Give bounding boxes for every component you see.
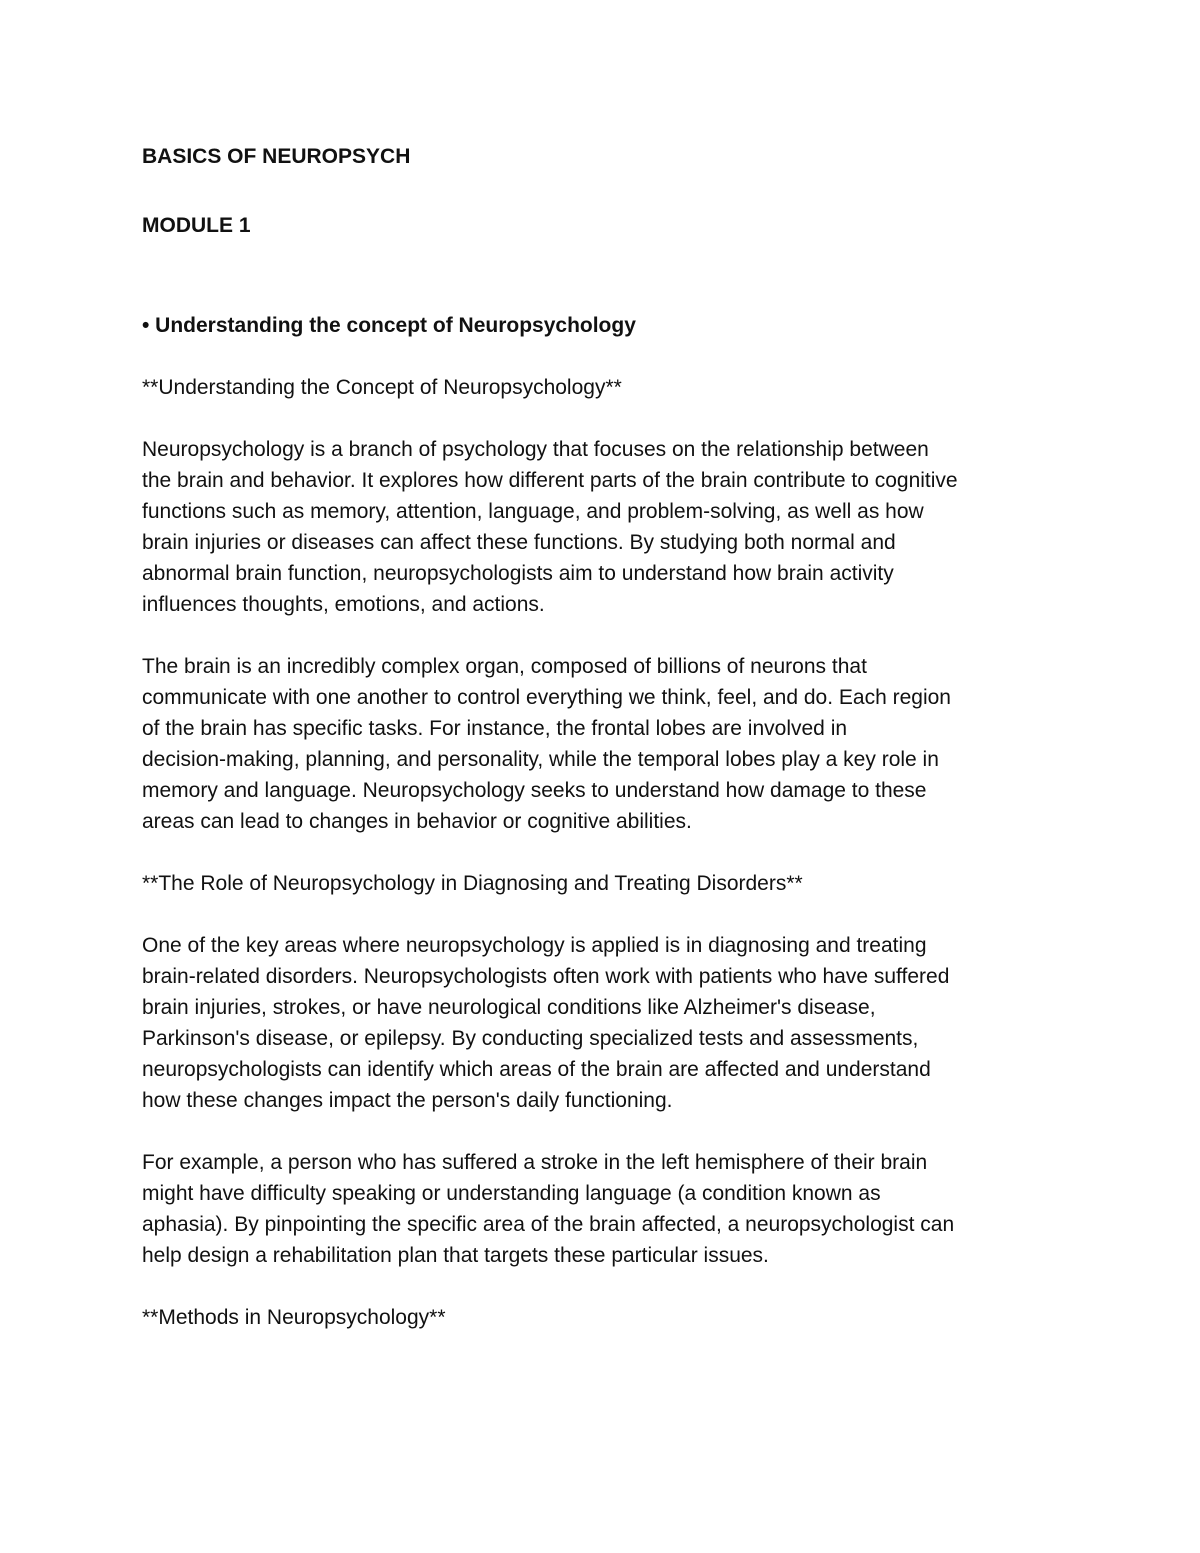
module-title: MODULE 1 [142, 214, 251, 237]
text-line: brain injuries, strokes, or have neurological conditions like Alzheimer's disease, [142, 996, 876, 1019]
text-line: the brain and behavior. It explores how different parts of the brain contribute to cognitive [142, 469, 958, 492]
text-line: influences thoughts, emotions, and actions. [142, 593, 545, 616]
text-line: areas can lead to changes in behavior or cognitive abilities. [142, 810, 692, 833]
paragraph-intro [142, 434, 1072, 620]
text-line: Neuropsychology is a branch of psychology that focuses on the relationship between [142, 438, 929, 461]
paragraph-example [142, 1147, 1072, 1271]
bullet-heading: • Understanding the concept of Neuropsychology [142, 314, 636, 337]
section-heading-role [142, 868, 1072, 899]
text-line: how these changes impact the person's daily functioning. [142, 1089, 673, 1112]
text-line: **Methods in Neuropsychology** [142, 1306, 446, 1329]
text-line: brain injuries or diseases can affect these functions. By studying both normal and [142, 531, 896, 554]
text-line: functions such as memory, attention, language, and problem-solving, as well as how [142, 500, 924, 523]
text-line: abnormal brain function, neuropsychologists aim to understand how brain activity [142, 562, 894, 585]
text-line: The brain is an incredibly complex organ, composed of billions of neurons that [142, 655, 867, 678]
paragraph-brain-complex [142, 651, 1072, 837]
text-line: **Understanding the Concept of Neuropsychology** [142, 376, 622, 399]
text-line: **The Role of Neuropsychology in Diagnosing and Treating Disorders** [142, 872, 803, 895]
paragraph-diagnosing [142, 930, 1072, 1116]
text-line: help design a rehabilitation plan that targets these particular issues. [142, 1244, 769, 1267]
text-line: Parkinson's disease, or epilepsy. By conducting specialized tests and assessments, [142, 1027, 919, 1050]
text-line: of the brain has specific tasks. For instance, the frontal lobes are involved in [142, 717, 848, 740]
document-content [142, 141, 1072, 1333]
text-line: communicate with one another to control everything we think, feel, and do. Each region [142, 686, 951, 709]
document-title: BASICS OF NEUROPSYCH [142, 145, 411, 168]
text-line: might have difficulty speaking or understanding language (a condition known as [142, 1182, 881, 1205]
section-heading-understanding [142, 372, 1072, 403]
text-line: aphasia). By pinpointing the specific area of the brain affected, a neuropsychologist can [142, 1213, 955, 1236]
text-line: brain-related disorders. Neuropsychologists often work with patients who have suffered [142, 965, 950, 988]
text-line: neuropsychologists can identify which areas of the brain are affected and understand [142, 1058, 931, 1081]
text-line: memory and language. Neuropsychology seeks to understand how damage to these [142, 779, 927, 802]
text-line: decision-making, planning, and personality, while the temporal lobes play a key role in [142, 748, 939, 771]
text-line: For example, a person who has suffered a stroke in the left hemisphere of their brain [142, 1151, 928, 1174]
text-line: One of the key areas where neuropsychology is applied is in diagnosing and treating [142, 934, 927, 957]
section-heading-methods [142, 1302, 1072, 1333]
